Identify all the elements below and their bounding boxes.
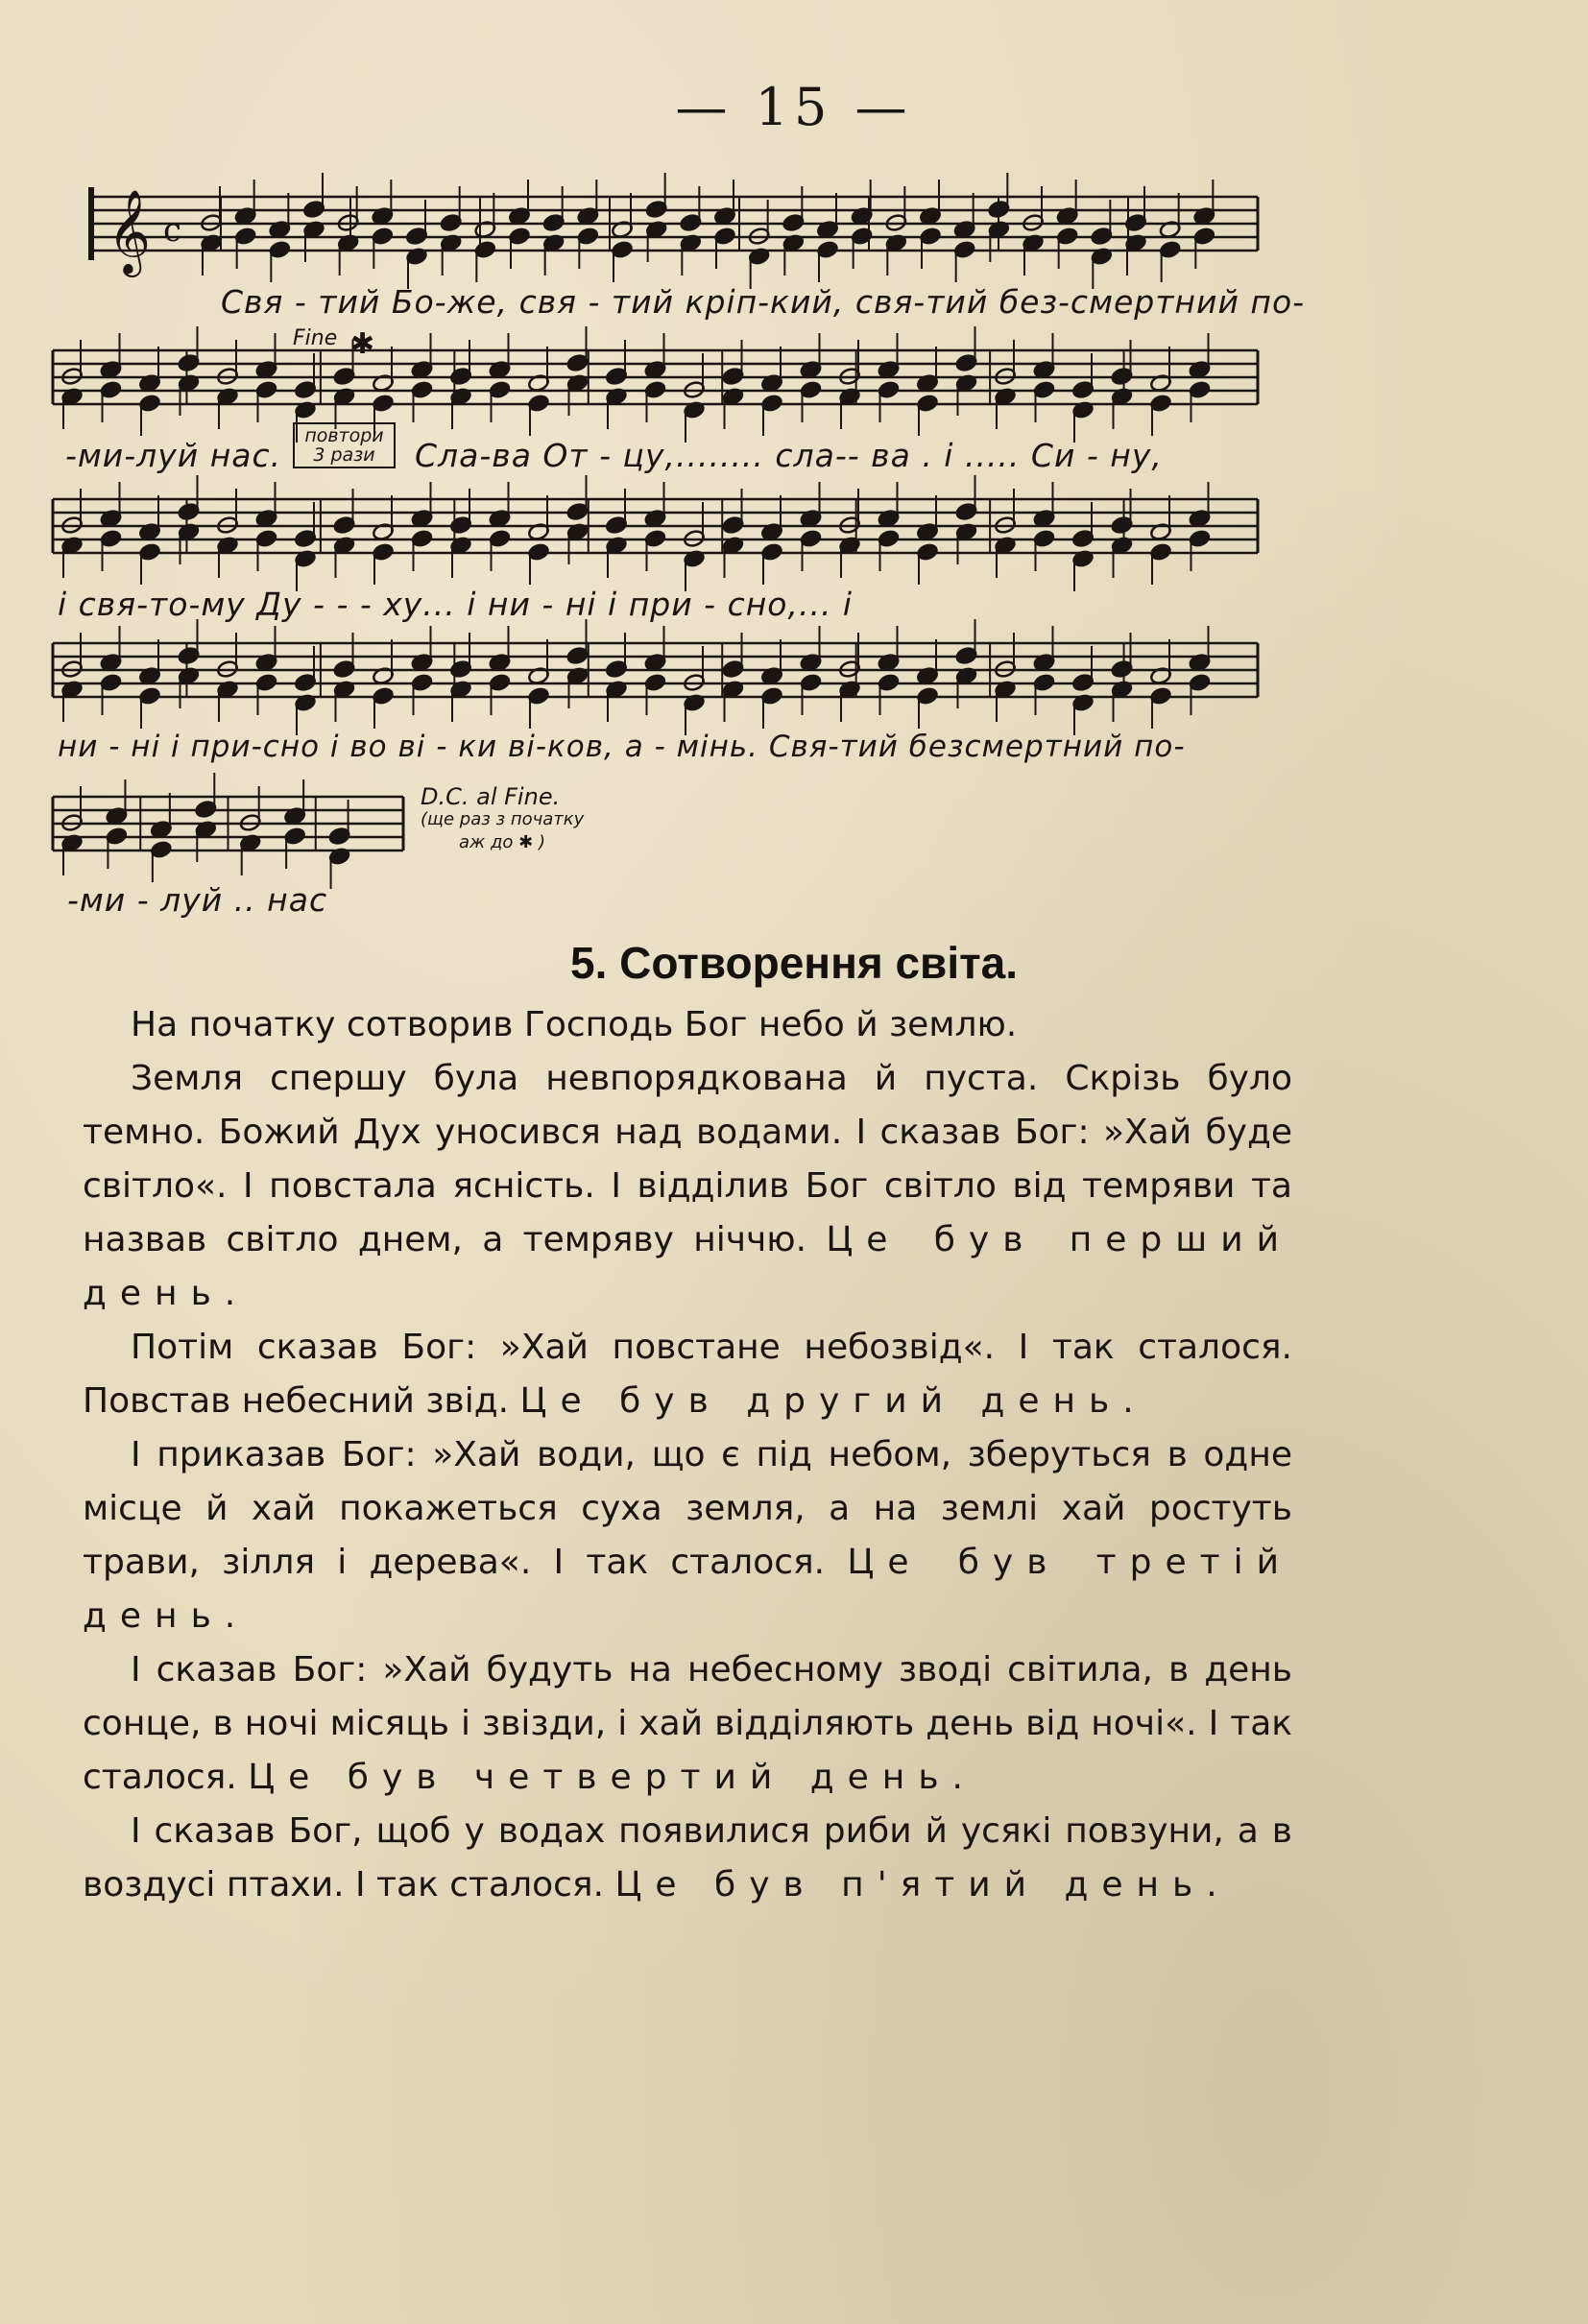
day-4-label: Це був четвертий день. bbox=[248, 1758, 976, 1797]
lyrics-line-4: ни - ні і при-сно і во ві - ки ві-ков, а - мінь. Свя-тий безсмертний по- bbox=[58, 730, 1186, 764]
day-2-label: Це був другий день. bbox=[519, 1381, 1147, 1421]
section-title: 5. Сотворення світа. bbox=[569, 938, 1019, 988]
day-5-label: Це був п'ятий день. bbox=[614, 1865, 1231, 1905]
day-1-label: Це був перший день. bbox=[83, 1220, 1293, 1313]
paragraph-6-text: І сказав Бог, щоб у водах появилися риби й усякі повзуни, а в воздусі птахи. І так сталося. bbox=[83, 1811, 1292, 1905]
paragraph-5 bbox=[83, 1643, 1292, 1805]
music-score bbox=[0, 0, 1588, 922]
system-bracket bbox=[88, 187, 94, 260]
dc-label: D.C. al Fine. bbox=[421, 783, 561, 810]
lyrics-line-1: Свя - тий Бо-же, свя - тий кріп-кий, свя-тий без-смертний по- bbox=[221, 283, 1306, 321]
paragraph-4 bbox=[83, 1428, 1292, 1643]
repeat-box: повтори 3 рази bbox=[293, 422, 396, 468]
dc-note-1: (ще раз з початку bbox=[421, 809, 585, 829]
paragraph-2 bbox=[83, 1052, 1292, 1321]
lyrics-line-5: -ми - луй .. нас bbox=[67, 881, 328, 919]
section-body bbox=[83, 998, 1292, 1912]
lyrics-line-2a: -ми-луй нас. bbox=[65, 437, 282, 474]
dc-al-fine bbox=[421, 785, 584, 854]
paragraph-3-text: Потім сказав Бог: »Хай повстане небозвід«. І так сталося. Повстав небесний звід. bbox=[83, 1328, 1292, 1421]
time-signature-icon: c bbox=[163, 211, 182, 250]
fine-star-icon: ✱ bbox=[350, 327, 375, 361]
dc-note-2: аж до ✱ ) bbox=[459, 832, 545, 852]
paragraph-1: На початку сотворив Господь Бог небо й землю. bbox=[131, 1005, 1018, 1044]
paragraph-6 bbox=[83, 1805, 1292, 1912]
fine-mark: Fine bbox=[293, 326, 338, 350]
paragraph-2-text: Земля спершу була невпорядкована й пуста. Скрізь було темно. Божий Дух уносився над водами. І сказав Бог: »Хай буде світло«. І повстала ясність. І відділив Бог світло від темряви та назвав світло днем, а темряву ніччю. bbox=[83, 1059, 1292, 1259]
paragraph-3 bbox=[83, 1321, 1292, 1428]
day-3-label: Це був третій день. bbox=[83, 1543, 1293, 1636]
lyrics-line-3: і свя-то-му Ду - - - ху... і ни - ні і при - сно,... і bbox=[58, 586, 854, 623]
treble-clef-icon: 𝄞 bbox=[108, 188, 151, 274]
paragraph-4-text: І приказав Бог: »Хай води, що є під небом, зберуться в одне місце й хай покажеться суха земля, а на землі хай ростуть трави, зілля і дерева«. І так сталося. bbox=[83, 1435, 1292, 1582]
lyrics-line-2b: Сла-ва От - цу,........ сла-- ва . і ..... Си - ну, bbox=[415, 437, 1163, 474]
page-number: — 15 — bbox=[675, 77, 913, 137]
paragraph-5-text: І сказав Бог: »Хай будуть на небесному зводі світила, в день сонце, в ночі місяць і звізди, і хай відділяють день від ночі«. І так сталося. bbox=[83, 1650, 1292, 1797]
